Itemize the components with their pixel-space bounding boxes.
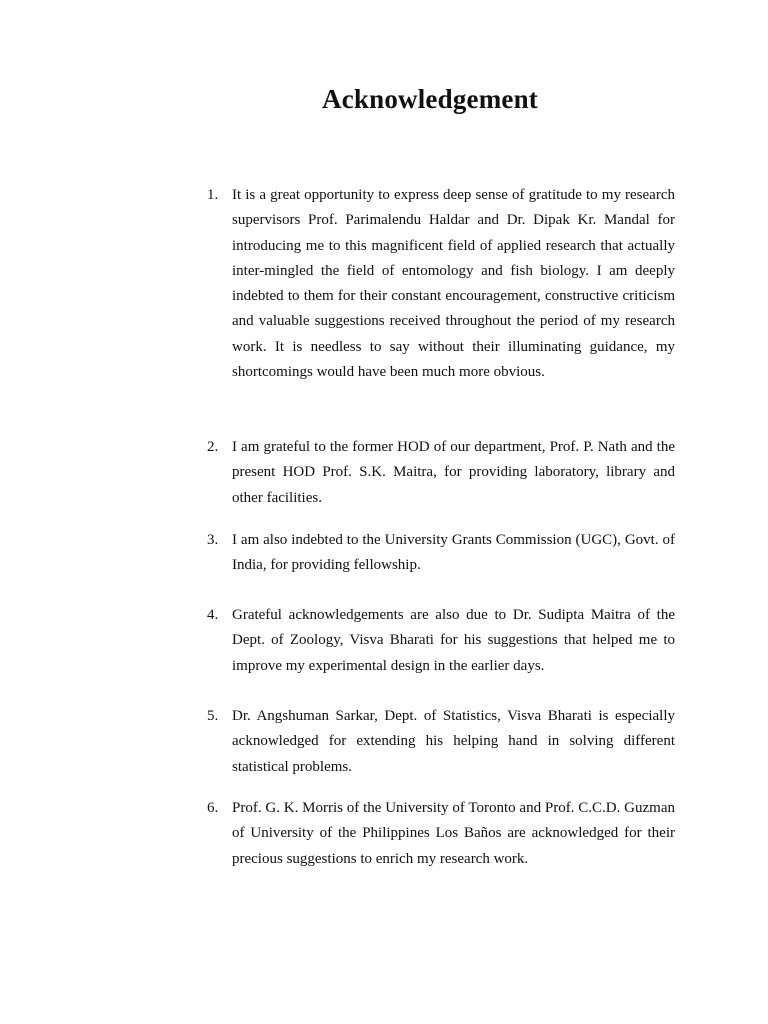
item-text: I am also indebted to the University Grants Commission (UGC), Govt. of India, for providing fellowship. — [232, 532, 675, 574]
item-number: 3. — [207, 532, 219, 548]
item-number: 2. — [207, 439, 219, 455]
list-item — [207, 796, 675, 872]
item-text: It is a great opportunity to express deep sense of gratitude to my research supervisors Prof. Parimalendu Haldar and Dr. Dipak Kr. Mandal for introducing me to this magnificent field of applied research that actually inter-mingled the field of entomology and fish biology. I am deeply indebted to them for their constant encouragement, constructive criticism and valuable suggestions received throughout the period of my research work. It is needless to say without their illuminating guidance, my shortcomings would have been much more obvious. — [232, 187, 675, 381]
page-title: Acknowledgement — [322, 84, 538, 114]
item-number: 1. — [207, 187, 219, 203]
item-text: I am grateful to the former HOD of our department, Prof. P. Nath and the present HOD Prof. S.K. Maitra, for providing laboratory, library and other facilities. — [232, 439, 675, 506]
item-text: Grateful acknowledgements are also due to Dr. Sudipta Maitra of the Dept. of Zoology, Visva Bharati for his suggestions that helped me to improve my experimental design in the earlier days. — [232, 607, 675, 674]
item-number: 4. — [207, 607, 219, 623]
list-item — [207, 704, 675, 780]
item-text: Dr. Angshuman Sarkar, Dept. of Statistics, Visva Bharati is especially acknowledged for extending his helping hand in solving different statistical problems. — [232, 708, 675, 775]
list-item — [207, 183, 675, 385]
item-number: 5. — [207, 708, 219, 724]
list-item — [207, 528, 675, 579]
item-text: Prof. G. K. Morris of the University of Toronto and Prof. C.C.D. Guzman of University of the Philippines Los Baños are acknowledged for their precious suggestions to enrich my research work. — [232, 800, 675, 867]
list-item — [207, 603, 675, 679]
list-item — [207, 435, 675, 511]
item-number: 6. — [207, 800, 219, 816]
